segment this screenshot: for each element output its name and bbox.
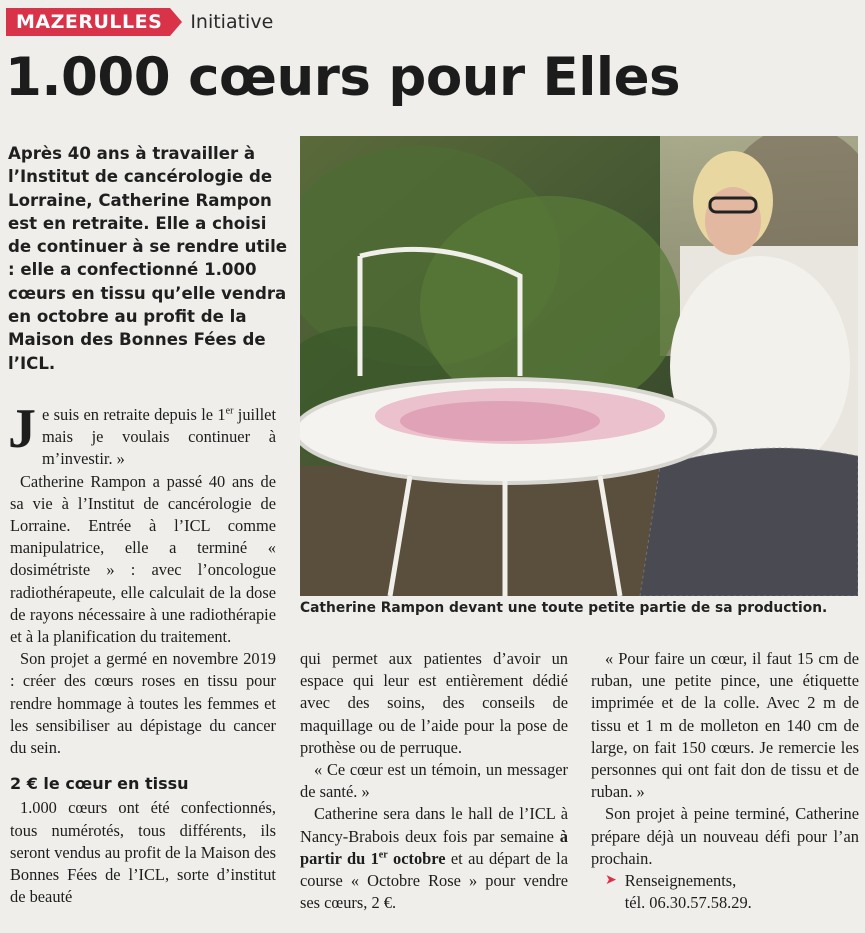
quote-paragraph: « Ce cœur est un témoin, un messager de santé. » [300, 760, 568, 802]
body-paragraph: Son projet à peine terminé, Catherine prépare déjà un nouveau défi pour l’an prochain. [591, 804, 859, 868]
opening-text-a: e suis en retraite depuis le 1 [42, 405, 226, 424]
kicker-arrow-icon [170, 8, 182, 36]
body-paragraph: qui permet aux patientes d’avoir un espace qui leur est entièrement dédié avec des soins, des conseils de maquillage ou de l’aide pour la pose de prothèse ou de perruque. [300, 649, 568, 757]
quote-paragraph: « Pour faire un cœur, il faut 15 cm de ruban, une petite pince, une étiquette imprimée et de la colle. Avec 2 m de tissu et 1 m de molleton en 140 cm de large, on fait 150 cœurs. Je remercie les personnes qui ont fait don de tissu et de ruban. » [591, 649, 859, 802]
info-label: Renseignements, [624, 871, 737, 891]
article-column-1 [8, 398, 277, 908]
article-column-2 [300, 648, 568, 914]
body-paragraph: 1.000 cœurs ont été confectionnés, tous numérotés, tous différents, ils seront vendus au profit de la Maison des Bonnes Fées de l’ICL, sorte d’institut de beauté [10, 798, 276, 907]
arrow-right-icon: ➤ [605, 873, 617, 889]
bold-run: octobre [387, 848, 446, 868]
body-paragraph [300, 803, 568, 914]
text-run: et au départ de la course « Octobre Rose » pour vendre ses cœurs, 2 €. [300, 848, 568, 913]
drop-cap: J [8, 398, 36, 460]
info-block [605, 870, 859, 914]
body-paragraph: Son projet a germé en novembre 2019 : créer des cœurs roses en tissu pour rendre hommage à toutes les femmes et les sensibiliser au dépistage du cancer du sein. [10, 649, 276, 758]
opening-paragraph [8, 398, 277, 471]
body-paragraph: Catherine Rampon a passé 40 ans de sa vie à l’Institut de cancérologie de Lorraine. Entrée à l’ICL comme manipulatrice, elle a terminé « dosimétriste » : avec l’oncologue radiothérapeute, elle calculait de la dose de rayons nécessaire à une radiothérapie et à la planification du traitement. [10, 471, 276, 647]
info-phone: tél. 06.30.57.58.29. [624, 893, 752, 913]
photo-caption: Catherine Rampon devant une toute petite partie de sa production. [300, 600, 828, 616]
article-headline: 1.000 cœurs pour Elles [5, 47, 681, 108]
article-column-3 [591, 648, 859, 914]
opening-text-b: juillet mais je voulais continuer à m’investir. » [42, 405, 277, 469]
info-text [625, 870, 752, 914]
bold-run: à partir du 1 [300, 826, 568, 868]
location-tag: MAZERULLES [6, 8, 170, 36]
rubric-label: Initiative [190, 11, 274, 33]
bold-sup: er [378, 849, 388, 861]
opening-sup: er [225, 405, 234, 417]
article-photo [300, 136, 858, 596]
article-lead: Après 40 ans à travailler à l’Institut de cancérologie de Lorraine, Catherine Rampon est en retraite. Elle a choisi de continuer à se rendre utile : elle a confectionné 1.000 cœurs en tissu qu’elle vendra en octobre au profit de la Maison des Bonnes Fées de l’ICL. [8, 144, 288, 373]
text-run: Catherine sera dans le hall de l’ICL à Nancy-Brabois deux fois par semaine [300, 804, 568, 846]
photo-illustration [300, 136, 858, 596]
section-subhead: 2 € le cœur en tissu [10, 774, 189, 794]
section-kicker [6, 8, 273, 36]
